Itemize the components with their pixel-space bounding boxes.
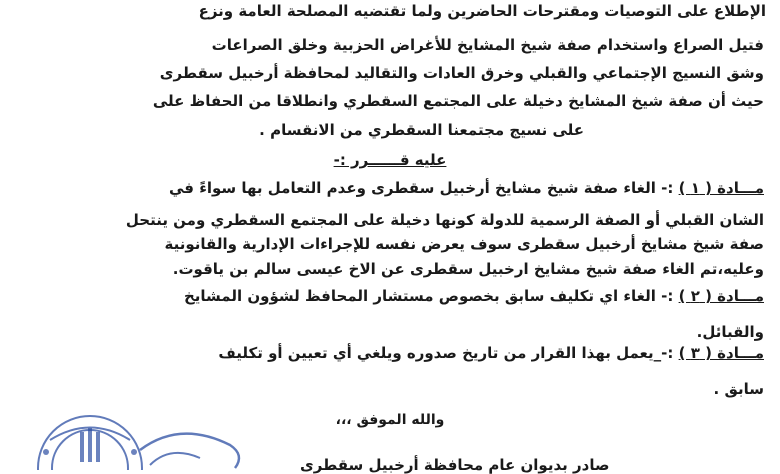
article-3-first-line [218, 346, 764, 361]
closing-phrase: والله الموفق ،،، [335, 412, 445, 428]
intro-line-5: على نسيج مجتمعنا السقطري من الانقسام . [259, 121, 584, 139]
article-1-text-4: وعليه،تم الغاء صفة شيخ مشايخ ارخبيل سقطرى عن الاخ عيسى سالم بن ياقوت. [172, 260, 764, 278]
article-1-label: مـــادة ( ١ ) [678, 179, 764, 197]
article-2-label: مـــادة ( ٢ ) [678, 287, 764, 305]
article-1-text-3: صفة شيخ مشايخ أرخبيل سقطرى سوف يعرض نفسه للإجراءات الإدارية والقانونية [164, 235, 764, 253]
issued-at-line: صادر بديوان عام محافظة أرخبيل سقطرى [300, 456, 610, 474]
intro-line-4: حيث أن صفة شيخ المشايخ دخيلة على المجتمع السقطري وانطلاقا من الحفاظ على [152, 92, 764, 110]
article-3-text-1: :-_يعمل بهذا القرار من تاريخ صدوره ويلغي أي تعيين أو تكليف [218, 344, 674, 362]
article-3-label: مـــادة ( ٣ ) [678, 344, 764, 362]
intro-line-1: الإطلاع على التوصيات ومقترحات الحاضرين ولما تقتضيه المصلحة العامة ونزع [198, 2, 766, 20]
article-2-text-2: والقبائل. [696, 323, 764, 341]
article-2-first-line [184, 289, 764, 304]
article-1-text-2: الشان القبلي أو الصفة الرسمية للدولة كونها دخيلة على المجتمع السقطري ومن ينتحل [125, 211, 764, 229]
article-2-text-1: :- الغاء اي تكليف سابق بخصوص مستشار المحافظ لشؤون المشايخ [183, 287, 674, 305]
article-1-first-line [169, 181, 764, 196]
article-1-text-1: :- الغاء صفة شيخ مشايخ أرخبيل سقطرى وعدم التعامل بها سواءً في [168, 179, 674, 197]
decision-heading: عليه قــــــرر :- [333, 151, 447, 169]
intro-line-3: وشق النسيج الإجتماعي والقبلي وخرق العادات والتقاليد لمحافظة أرخبيل سقطرى [159, 64, 764, 82]
official-stamp-icon [30, 410, 270, 470]
article-3-text-2: سابق . [713, 380, 764, 398]
intro-line-2: فتيل الصراع واستخدام صفة شيخ المشايخ للأغراض الحزبية وخلق الصراعات [211, 36, 764, 54]
